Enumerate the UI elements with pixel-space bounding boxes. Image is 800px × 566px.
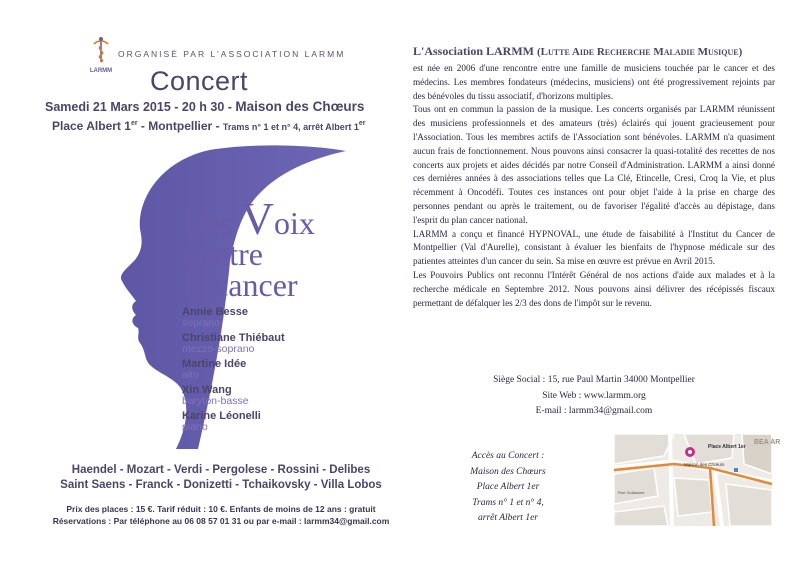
reservations-line: Réservations : Par téléphone au 06 08 57 01 31 ou par e-mail : larmm34@gmail.com: [52, 516, 390, 526]
performer-role: baryton-basse: [182, 395, 249, 407]
access-line: Accès au Concert :: [471, 451, 545, 461]
access-line: Maison des Chœurs: [470, 466, 546, 477]
ticket-info: [36, 503, 406, 527]
performer: [182, 410, 352, 433]
performer-role: mezzo-soprano: [182, 343, 255, 355]
show-title-line3: le cancer: [183, 267, 298, 303]
performer: [182, 332, 352, 355]
performer-name: Xin Wang: [182, 384, 232, 396]
performer-role: soprano: [182, 317, 220, 329]
composer-list: [36, 463, 406, 493]
event-title: Concert: [150, 66, 249, 96]
performer-role: piano: [182, 421, 208, 433]
place-sup: er: [130, 120, 138, 127]
association-heading: [413, 44, 775, 60]
trams-info: Trams n° 1 et n° 4, arrêt Albert 1: [222, 122, 359, 132]
performer-name: Annie Besse: [182, 306, 249, 318]
place-main: Place Albert 1: [52, 119, 131, 133]
association-acronym: (Lutte Aide Recherche Maladie Musique): [537, 46, 743, 58]
association-description: [413, 44, 775, 310]
map-label-street: Rue Guillaume: [618, 490, 645, 495]
show-title: [183, 193, 315, 303]
access-line: Trams n° 1 et n° 4,: [472, 497, 544, 508]
head-office: Siège Social : 15, rue Paul Martin 34000 Montpellier: [493, 375, 695, 385]
association-paragraph: LARMM a conçu et financé HYPNOVAL, une étude de faisabilité à l'Institut du Cancer de Montpellier (Val d'Aurelle), consistant à évaluer les bienfaits de l'hypnose médicale sur des patientes atteintes d'un cancer du sein. Sa mise en œuvre est prévue en Avril 2015.: [413, 228, 775, 267]
association-paragraph: est née en 2006 d'une rencontre entre une famille de musiciens touchée par le cancer et des médecins. Les membres fondateurs (médecins, musiciens) ont été progressivement rejoints par des bénévoles du tissu associatif, d'horizons multiples.: [413, 63, 775, 101]
performer-name: Martine Idée: [182, 358, 247, 370]
access-line: Place Albert 1er: [476, 482, 540, 492]
performer-name: Karine Léonelli: [182, 410, 261, 422]
composers-line2: Saint Saens - Franck - Donizetti - Tchaikovsky - Villa Lobos: [60, 479, 382, 491]
logo-text: LARMM: [89, 68, 113, 74]
organizer-line: ORGANISÉ PAR L'ASSOCIATION LARMM: [118, 49, 346, 59]
date-line: [45, 99, 375, 114]
performer-role: alto: [182, 369, 199, 381]
prices-line: Prix des places : 15 €. Tarif réduit : 10 €. Enfants de moins de 12 ans : gratuit: [66, 504, 376, 514]
map-label-beaux-arts: BEA AR: [754, 439, 781, 446]
venue-name: Maison des Chœurs: [235, 99, 365, 114]
performer-name: Christiane Thiébaut: [182, 332, 285, 344]
association-paragraph: Tous ont en commun la passion de la musique. Les concerts organisés par LARMM réunissent des musiciens professionnels et des amateurs (très) éclairés qui jouent gracieusement pour l'Association. Tous les membres actifs de l'Association sont bénévoles. LARMM n'a quasiment aucun frais de fonctionnement. Nous pouvons ainsi consacrer la quasi-totalité des recettes de nos concerts aux projets et aides décidés par notre Conseil d'Administration. LARMM a ainsi donné ces dernières années à des associations telles que La Clé, Etincelle, Cresi, Croq la Vie, et plus récemment à Oncodéfi. Toutes ces instances ont pour objet l'aide à la prise en charge des personnes pendant ou après le traitement, ou de favoriser l'égalité d'accès au dépistage, dans l'esprit du plan cancer national.: [413, 104, 775, 225]
trams-sup: er: [358, 120, 366, 127]
place-city: - Montpellier -: [137, 119, 223, 133]
show-title-line2: contre: [183, 236, 263, 272]
date-time: Samedi 21 Mars 2015 - 20 h 30 -: [45, 100, 236, 114]
contact-info: [413, 373, 775, 420]
performer-list: [182, 306, 352, 436]
place-line: [52, 119, 392, 133]
location-map: [614, 434, 781, 526]
website: Site Web : www.larmm.org: [542, 390, 646, 401]
association-name: L'Association LARMM: [413, 44, 534, 58]
concert-access: [448, 449, 568, 527]
composers-line1: Haendel - Mozart - Verdi - Pergolese - Rossini - Delibes: [71, 464, 371, 476]
show-title-line1: [183, 193, 315, 244]
association-paragraph: Les Pouvoirs Publics ont reconnu l'Intérêt Général de nos actions d'aide aux malades et à la recherche médicale en Septembre 2012. Nous pouvons ainsi délivrer des récépissés fiscaux permettant de défalquer les 2/3 des dons de l'impôt sur le revenu.: [413, 269, 775, 308]
show-title-v: V: [240, 193, 274, 244]
show-title-des: Des: [183, 205, 241, 241]
performer: [182, 306, 352, 329]
map-label-maison: Maison des Chœurs: [684, 462, 725, 467]
email: E-mail : larmm34@gmail.com: [535, 406, 653, 416]
larmm-logo: [90, 36, 112, 76]
show-title-oix: oix: [274, 205, 315, 241]
performer: [182, 358, 352, 381]
performer: [182, 384, 352, 407]
map-label-place: Place Albert 1er: [708, 444, 746, 450]
access-line: arrêt Albert 1er: [478, 513, 538, 523]
